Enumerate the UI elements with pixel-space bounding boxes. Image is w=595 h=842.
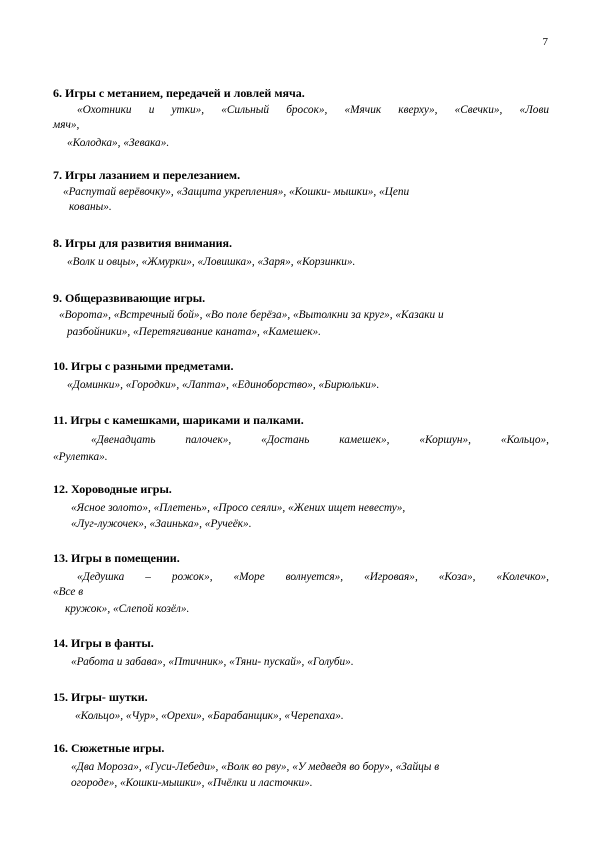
section-text-line: «Два Мороза», «Гуси-Лебеди», «Волк во рву», «У медведя во бору», «Зайцы в [71, 761, 440, 773]
section-7 [53, 168, 549, 215]
section-12 [53, 482, 549, 532]
section-text-line: огороде», «Кошки-мышки», «Пчёлки и ласточки». [71, 777, 313, 789]
word: палочек», [185, 434, 232, 446]
section-text-line: мяч», [53, 119, 80, 131]
word: утки», [171, 104, 205, 116]
section-text-line: «Доминки», «Городки», «Лапта», «Единоборство», «Бирюльки». [67, 379, 380, 391]
section-text-line: «Распутай верёвочку», «Защита укрепления», «Кошки- мышки», «Цепи [63, 186, 410, 198]
section-heading: 7. Игры лазанием и перелезанием. [53, 168, 241, 182]
word: «Игровая», [364, 571, 418, 583]
section-text-line: кованы». [69, 201, 112, 213]
section-text-line: «Колодка», «Зевака». [67, 137, 170, 149]
section-heading: 11. Игры с камешками, шариками и палками. [53, 413, 304, 427]
section-text-line: «Все в [53, 586, 84, 598]
word: «Мячик [344, 104, 382, 116]
section-8 [53, 236, 549, 270]
section-text-line: «Рулетка». [53, 451, 108, 463]
section-heading: 14. Игры в фанты. [53, 636, 154, 650]
section-text-line: «Кольцо», «Чур», «Орехи», «Барабанщик», «Черепаха». [75, 710, 344, 722]
word: и [148, 104, 155, 116]
section-14 [53, 636, 549, 670]
section-text-line: «Луг-лужочек», «Заинька», «Ручеёк». [71, 518, 252, 530]
word: «Достань [261, 434, 310, 446]
section-heading: 16. Сюжетные игры. [53, 741, 165, 755]
section-heading: 6. Игры с метанием, передачей и ловлей мяча. [53, 86, 305, 100]
word: «Море [233, 571, 265, 583]
section-text-line: «Волк и овцы», «Жмурки», «Ловишка», «Заря», «Корзинки». [67, 256, 356, 268]
section-text-line: «Ясное золото», «Плетень», «Просо сеяли», «Жених ищет невесту», [71, 502, 406, 514]
section-heading: 10. Игры с разными предметами. [53, 359, 234, 373]
section-heading: 15. Игры- шутки. [53, 690, 148, 704]
word: «Коза», [438, 571, 476, 583]
section-15 [53, 690, 549, 724]
section-11 [53, 413, 549, 465]
section-heading: 8. Игры для развития внимания. [53, 236, 233, 250]
word: рожок», [171, 571, 213, 583]
section-text-line: кружок», «Слепой козёл». [65, 603, 190, 615]
section-9 [53, 291, 549, 340]
word: бросок», [286, 104, 328, 116]
word: «Лови [519, 104, 549, 116]
section-13 [53, 551, 549, 617]
word: волнуется», [285, 571, 344, 583]
section-6 [53, 86, 549, 151]
section-text-line: разбойники», «Перетягивание каната», «Камешек». [67, 326, 321, 338]
word: – [145, 571, 151, 583]
word: «Охотники [77, 104, 132, 116]
section-heading: 9. Общеразвивающие игры. [53, 291, 206, 305]
section-heading: 13. Игры в помещении. [53, 551, 180, 565]
page-number: 7 [542, 36, 548, 48]
word: «Коршун», [419, 434, 472, 446]
section-16 [53, 741, 549, 791]
section-heading: 12. Хороводные игры. [53, 482, 172, 496]
word: «Двенадцать [91, 434, 156, 446]
word: «Кольцо», [500, 434, 549, 446]
word: «Колечко», [496, 571, 549, 583]
word: «Дедушка [77, 571, 125, 583]
section-text-line [53, 433, 549, 448]
word: камешек», [339, 434, 390, 446]
word: кверху», [398, 104, 438, 116]
word: «Свечки», [454, 104, 503, 116]
section-text-line [53, 570, 549, 585]
section-text-line [53, 103, 549, 118]
section-10 [53, 359, 549, 393]
word: «Сильный [221, 104, 270, 116]
section-text-line: «Ворота», «Встречный бой», «Во поле берёза», «Вытолкни за круг», «Казаки и [59, 309, 444, 321]
section-text-line: «Работа и забава», «Птичник», «Тяни- пускай», «Голуби». [71, 656, 354, 668]
